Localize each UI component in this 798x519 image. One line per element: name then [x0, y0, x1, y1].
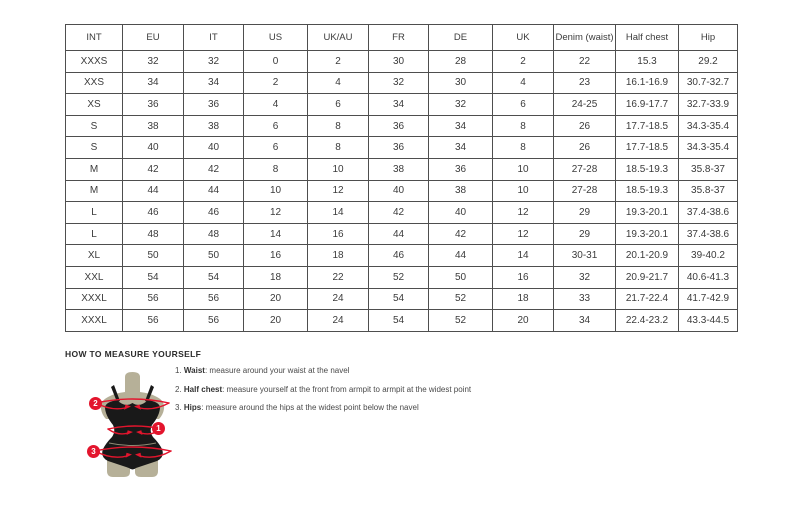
size-cell: 34	[429, 115, 493, 137]
size-cell: 34	[554, 310, 616, 332]
step-text: : measure around the hips at the widest point below the navel	[201, 403, 419, 412]
size-cell: 56	[123, 288, 184, 310]
size-cell: 20	[493, 310, 554, 332]
size-cell: 44	[123, 180, 184, 202]
size-cell: 42	[429, 223, 493, 245]
table-row	[66, 51, 738, 73]
size-cell: XXXS	[66, 51, 123, 73]
size-cell: 44	[429, 245, 493, 267]
size-cell: 33	[554, 288, 616, 310]
size-chart-table	[65, 24, 738, 332]
size-cell: 20	[244, 288, 308, 310]
column-header: UK/AU	[308, 25, 369, 51]
size-cell: 46	[184, 202, 244, 224]
step-number: 1.	[175, 366, 182, 375]
column-header: Half chest	[616, 25, 679, 51]
size-cell: L	[66, 223, 123, 245]
size-cell: 52	[429, 310, 493, 332]
size-cell: 20.9-21.7	[616, 266, 679, 288]
how-to-measure-heading: HOW TO MEASURE YOURSELF	[65, 349, 202, 359]
measure-badge-chest: 2	[89, 397, 102, 410]
size-cell: 17.7-18.5	[616, 115, 679, 137]
size-cell: 44	[369, 223, 429, 245]
size-cell: S	[66, 115, 123, 137]
size-cell: 10	[308, 158, 369, 180]
size-cell: 40	[429, 202, 493, 224]
size-cell: 36	[369, 115, 429, 137]
column-header: US	[244, 25, 308, 51]
size-cell: 8	[308, 137, 369, 159]
mannequin-illustration	[84, 370, 180, 480]
size-cell: 26	[554, 137, 616, 159]
size-cell: 50	[184, 245, 244, 267]
measure-badge-hips: 3	[87, 445, 100, 458]
size-cell: XXL	[66, 266, 123, 288]
table-row	[66, 202, 738, 224]
size-cell: 36	[429, 158, 493, 180]
size-cell: 40	[123, 137, 184, 159]
size-cell: 41.7-42.9	[679, 288, 738, 310]
size-cell: 18	[244, 266, 308, 288]
size-cell: 16.1-16.9	[616, 72, 679, 94]
size-cell: 12	[308, 180, 369, 202]
size-cell: 42	[123, 158, 184, 180]
size-cell: 46	[369, 245, 429, 267]
size-cell: 14	[244, 223, 308, 245]
size-cell: 42	[184, 158, 244, 180]
table-row	[66, 115, 738, 137]
step-text: : measure yourself at the front from armpit to armpit at the widest point	[222, 384, 472, 394]
size-cell: 34	[184, 72, 244, 94]
size-cell: M	[66, 158, 123, 180]
size-cell: XXXL	[66, 310, 123, 332]
size-cell: 38	[123, 115, 184, 137]
size-cell: 10	[493, 158, 554, 180]
table-row	[66, 223, 738, 245]
size-cell: 32	[123, 51, 184, 73]
size-cell: 16	[244, 245, 308, 267]
column-header: INT	[66, 25, 123, 51]
size-cell: 43.3-44.5	[679, 310, 738, 332]
size-cell: 22.4-23.2	[616, 310, 679, 332]
size-cell: 46	[123, 202, 184, 224]
step-number: 3.	[175, 403, 182, 412]
size-chart-body	[66, 51, 738, 332]
size-cell: 56	[184, 310, 244, 332]
size-cell: 6	[244, 115, 308, 137]
size-cell: 12	[493, 223, 554, 245]
size-cell: 21.7-22.4	[616, 288, 679, 310]
size-cell: 32	[554, 266, 616, 288]
size-cell: 6	[493, 94, 554, 116]
size-cell: 2	[493, 51, 554, 73]
size-cell: 34	[123, 72, 184, 94]
size-cell: 37.4-38.6	[679, 223, 738, 245]
measure-step	[175, 404, 471, 412]
column-header: IT	[184, 25, 244, 51]
measure-step	[175, 386, 471, 394]
size-cell: 22	[308, 266, 369, 288]
column-header: FR	[369, 25, 429, 51]
size-cell: 35.8-37	[679, 180, 738, 202]
size-cell: 14	[493, 245, 554, 267]
table-row	[66, 94, 738, 116]
size-cell: 15.3	[616, 51, 679, 73]
size-cell: 28	[429, 51, 493, 73]
size-cell: 42	[369, 202, 429, 224]
column-header: UK	[493, 25, 554, 51]
size-cell: 34.3-35.4	[679, 115, 738, 137]
size-cell: 56	[123, 310, 184, 332]
size-cell: 16	[493, 266, 554, 288]
size-cell: 23	[554, 72, 616, 94]
measure-steps-list	[175, 367, 471, 423]
size-cell: XXXL	[66, 288, 123, 310]
size-cell: 36	[184, 94, 244, 116]
size-cell: XL	[66, 245, 123, 267]
size-cell: 8	[493, 115, 554, 137]
size-cell: 32	[184, 51, 244, 73]
column-header: Hip	[679, 25, 738, 51]
size-cell: 50	[123, 245, 184, 267]
size-cell: 18.5-19.3	[616, 180, 679, 202]
size-cell: 27-28	[554, 180, 616, 202]
column-header: Denim (waist)	[554, 25, 616, 51]
step-text: : measure around your waist at the navel	[204, 366, 350, 375]
size-cell: 48	[184, 223, 244, 245]
size-cell: 26	[554, 115, 616, 137]
table-row	[66, 137, 738, 159]
size-cell: 27-28	[554, 158, 616, 180]
size-cell: 35.8-37	[679, 158, 738, 180]
column-header: EU	[123, 25, 184, 51]
size-cell: 8	[244, 158, 308, 180]
step-label: Waist	[183, 366, 205, 375]
size-cell: 36	[123, 94, 184, 116]
size-cell: 52	[369, 266, 429, 288]
size-cell: 40	[369, 180, 429, 202]
size-cell: 18	[493, 288, 554, 310]
size-cell: 44	[184, 180, 244, 202]
size-cell: 29	[554, 202, 616, 224]
size-cell: 37.4-38.6	[679, 202, 738, 224]
step-label: Hips	[183, 403, 202, 412]
size-cell: 38	[429, 180, 493, 202]
size-cell: 54	[369, 310, 429, 332]
size-cell: 54	[369, 288, 429, 310]
size-cell: 32	[429, 94, 493, 116]
size-cell: 30	[369, 51, 429, 73]
size-cell: 12	[493, 202, 554, 224]
size-cell: S	[66, 137, 123, 159]
size-cell: 30	[429, 72, 493, 94]
size-cell: 52	[429, 288, 493, 310]
table-row	[66, 180, 738, 202]
size-cell: 24	[308, 288, 369, 310]
table-row	[66, 72, 738, 94]
size-cell: 38	[184, 115, 244, 137]
size-cell: 24-25	[554, 94, 616, 116]
size-cell: 8	[308, 115, 369, 137]
size-cell: 17.7-18.5	[616, 137, 679, 159]
size-cell: 4	[308, 72, 369, 94]
size-cell: 34.3-35.4	[679, 137, 738, 159]
size-cell: L	[66, 202, 123, 224]
measure-step	[175, 367, 471, 375]
table-row	[66, 266, 738, 288]
size-cell: 18.5-19.3	[616, 158, 679, 180]
size-cell: 16	[308, 223, 369, 245]
size-cell: 40.6-41.3	[679, 266, 738, 288]
size-cell: 22	[554, 51, 616, 73]
size-cell: 39-40.2	[679, 245, 738, 267]
size-cell: 6	[308, 94, 369, 116]
size-cell: 32	[369, 72, 429, 94]
size-cell: 10	[493, 180, 554, 202]
size-cell: 2	[308, 51, 369, 73]
size-cell: 29	[554, 223, 616, 245]
size-cell: 6	[244, 137, 308, 159]
table-row	[66, 310, 738, 332]
size-cell: 34	[429, 137, 493, 159]
size-cell: 10	[244, 180, 308, 202]
size-cell: 16.9-17.7	[616, 94, 679, 116]
size-cell: 56	[184, 288, 244, 310]
measure-figure	[84, 370, 180, 480]
step-label: Half chest	[183, 384, 223, 394]
size-cell: 34	[369, 94, 429, 116]
size-cell: 19.3-20.1	[616, 202, 679, 224]
size-cell: 18	[308, 245, 369, 267]
size-cell: 19.3-20.1	[616, 223, 679, 245]
size-cell: 4	[493, 72, 554, 94]
size-cell: 30.7-32.7	[679, 72, 738, 94]
size-cell: 14	[308, 202, 369, 224]
size-cell: 2	[244, 72, 308, 94]
size-cell: 12	[244, 202, 308, 224]
size-cell: 24	[308, 310, 369, 332]
size-cell: M	[66, 180, 123, 202]
table-row	[66, 288, 738, 310]
size-cell: 54	[123, 266, 184, 288]
size-cell: XXS	[66, 72, 123, 94]
size-cell: 36	[369, 137, 429, 159]
size-cell: 30-31	[554, 245, 616, 267]
measure-badge-waist: 1	[152, 422, 165, 435]
size-cell: 4	[244, 94, 308, 116]
size-cell: 20	[244, 310, 308, 332]
size-cell: 20.1-20.9	[616, 245, 679, 267]
size-cell: XS	[66, 94, 123, 116]
size-cell: 8	[493, 137, 554, 159]
size-cell: 50	[429, 266, 493, 288]
size-cell: 0	[244, 51, 308, 73]
table-row	[66, 245, 738, 267]
column-header: DE	[429, 25, 493, 51]
size-cell: 48	[123, 223, 184, 245]
size-chart-header-row	[66, 25, 738, 51]
size-cell: 38	[369, 158, 429, 180]
size-cell: 40	[184, 137, 244, 159]
size-cell: 29.2	[679, 51, 738, 73]
size-cell: 54	[184, 266, 244, 288]
step-number: 2.	[175, 384, 182, 394]
size-cell: 32.7-33.9	[679, 94, 738, 116]
table-row	[66, 158, 738, 180]
